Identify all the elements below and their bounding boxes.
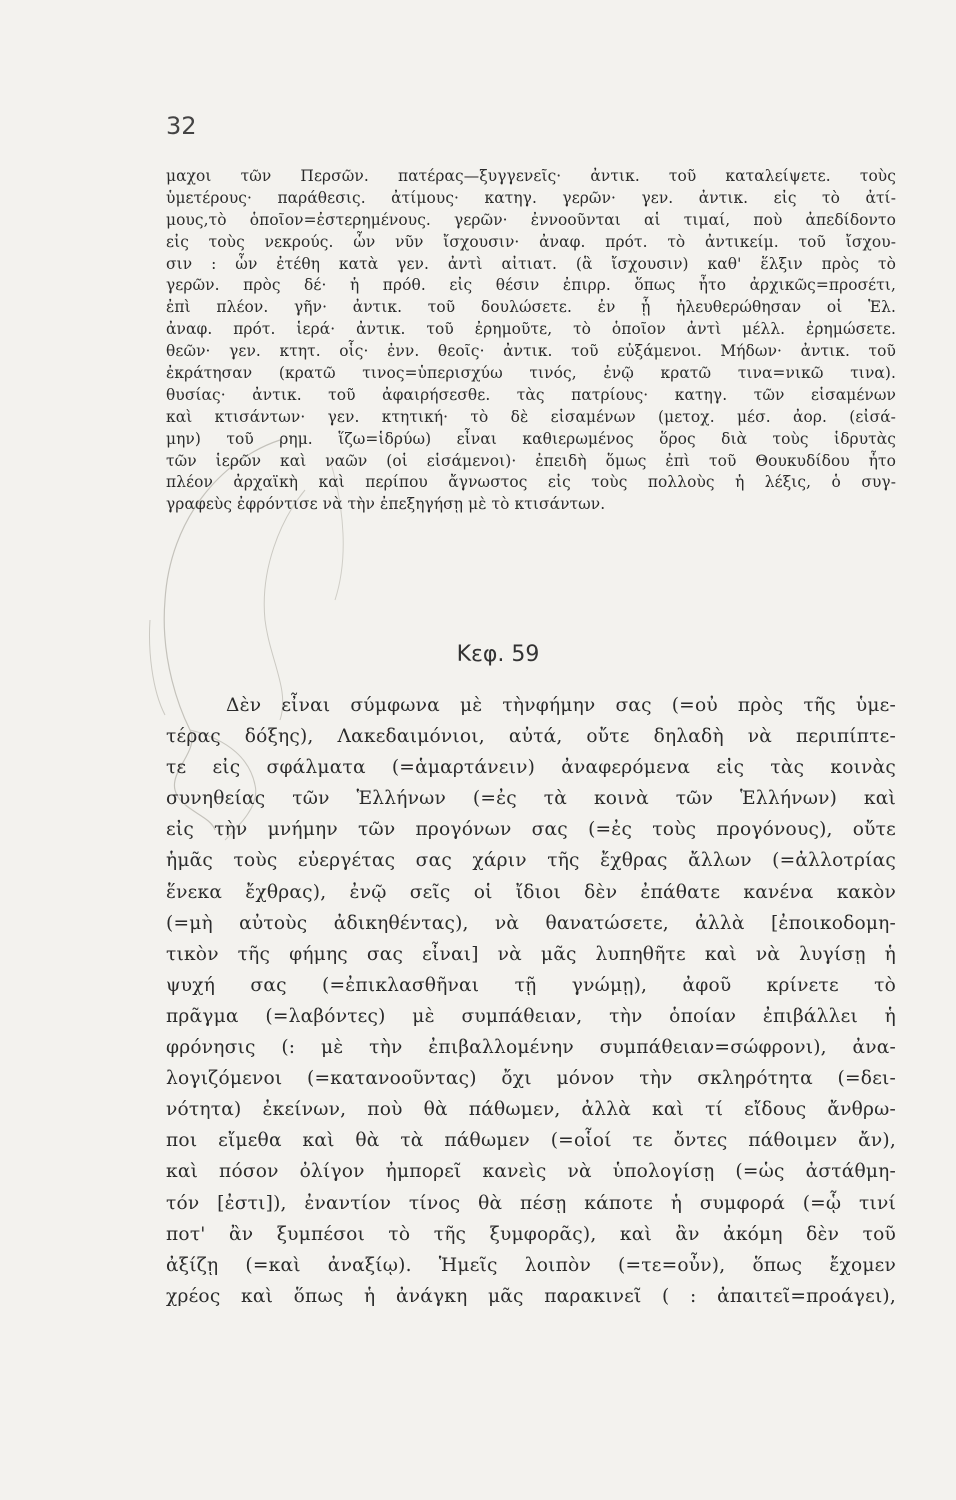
chapter-heading: Κεφ. 59 — [456, 642, 540, 667]
translation-line: ποι εἴμεθα καὶ θὰ τὰ πάθωμεν (=οἷοί τε ὄντες πάθοιμεν ἄν), — [166, 1130, 896, 1152]
translation-block — [166, 690, 896, 1312]
translation-line: καὶ πόσον ὀλίγον ἠμπορεῖ κανεὶς νὰ ὑπολογίσῃ (=ὡς ἀστάθμη- — [166, 1161, 896, 1183]
translation-line: (=μὴ αὐτοὺς ἀδικηθέντας), νὰ θανατώσετε, ἀλλὰ [ἐποικοδομη- — [166, 912, 896, 934]
commentary-line: ὑμετέρους· παράθεσις. ἀτίμους· κατηγ. γερῶν· γεν. ἀντικ. εἰς τὸ ἀτί- — [166, 188, 896, 207]
commentary-line: γερῶν. πρὸς δέ· ἡ πρόθ. εἰς θέσιν ἐπιρρ. ὅπως ἦτο ἀρχικῶς=προσέτι, — [166, 276, 896, 295]
translation-line: τε εἰς σφάλματα (=ἁμαρτάνειν) ἀναφερόμενα εἰς τὰς κοινὰς — [166, 757, 896, 779]
translation-line: ἕνεκα ἔχθρας), ἐνῷ σεῖς οἱ ἴδιοι δὲν ἐπάθατε κανένα κακὸν — [166, 881, 896, 903]
translation-line: τέρας δόξης), Λακεδαιμόνιοι, αὐτά, οὔτε δηλαδὴ νὰ περιπίπτε- — [166, 726, 896, 748]
translation-line: Δὲν εἶναι σύμφωνα μὲ τὴνφήμην σας (=οὐ πρὸς τῆς ὑμε- — [226, 695, 896, 716]
translation-line: συνηθείας τῶν Ἑλλήνων (=ἐς τὰ κοινὰ τῶν Ἑλλήνων) καὶ — [166, 788, 896, 810]
commentary-line: ἐκράτησαν (κρατῶ τινος=ὑπερισχύω τινός, ἐνῷ κρατῶ τινα=νικῶ τινα). — [166, 364, 896, 383]
translation-line: ποτ' ἂν ξυμπέσοι τὸ τῆς ξυμφορᾶς), καὶ ἂν ἀκόμη δὲν τοῦ — [166, 1223, 896, 1245]
commentary-line: μαχοι τῶν Περσῶν. πατέρας—ξυγγενεῖς· ἀντικ. τοῦ καταλείψετε. τοὺς — [166, 167, 896, 185]
translation-line: τικὸν τῆς φήμης σας εἶναι] νὰ μᾶς λυπηθῆτε καὶ νὰ λυγίσῃ ἡ — [166, 943, 896, 965]
commentary-line: τῶν ἱερῶν καὶ ναῶν (οἱ εἱσάμενοι)· ἐπειδὴ ὅμως ἐπὶ τοῦ Θουκυδίδου ἦτο — [166, 451, 896, 470]
commentary-line: καὶ κτισάντων· γεν. κτητική· τὸ δὲ εἱσαμένων (μετοχ. μέσ. ἀορ. (εἰσά- — [166, 407, 896, 426]
translation-line: ἡμᾶς τοὺς εὐεργέτας σας χάριν τῆς ἔχθρας ἄλλων (=ἀλλοτρίας — [166, 850, 896, 872]
commentary-line: θυσίας· ἀντικ. τοῦ ἀφαιρήσεσθε. τὰς πατρίους· κατηγ. τῶν εἱσαμένων — [166, 385, 896, 404]
commentary-line: γραφεὺς ἐφρόντισε νὰ τὴν ἐπεξηγήσῃ μὲ τὸ κτισάντων. — [166, 495, 606, 514]
translation-line: ψυχή σας (=ἐπικλασθῆναι τῇ γνώμῃ), ἀφοῦ κρίνετε τὸ — [166, 974, 896, 996]
translation-line: λογιζόμενοι (=κατανοοῦντας) ὄχι μόνον τὴν σκληρότητα (=δει- — [166, 1068, 896, 1090]
commentary-line: πλέον ἀρχαϊκὴ καὶ περίπου ἄγνωστος εἰς τοὺς πολλοὺς ἡ λέξις, ὁ συγ- — [166, 473, 896, 492]
commentary-block — [166, 166, 896, 516]
translation-line: χρέος καὶ ὅπως ἡ ἀνάγκη μᾶς παρακινεῖ ( : ἀπαιτεῖ=προάγει), — [166, 1285, 896, 1307]
commentary-line: θεῶν· γεν. κτητ. οἷς· ἐνν. θεοῖς· ἀντικ. τοῦ εὐξάμενοι. Μήδων· ἀντικ. τοῦ — [166, 342, 896, 361]
commentary-line: σιν : ὧν ἐτέθη κατὰ γεν. ἀντὶ αἰτιατ. (ἃ ἴσχουσιν) καθ' ἕλξιν πρὸς τὸ — [166, 254, 896, 273]
page-number: 32 — [166, 112, 197, 140]
commentary-line: εἰς τοὺς νεκρούς. ὧν νῦν ἴσχουσιν· ἀναφ. πρότ. τὸ ἀντικείμ. τοῦ ἴσχου- — [166, 232, 896, 251]
translation-line: ἀξίζῃ (=καὶ ἀναξίῳ). Ἡμεῖς λοιπὸν (=τε=οὖν), ὅπως ἔχομεν — [166, 1254, 896, 1276]
commentary-line: ἀναφ. πρότ. ἱερά· ἀντικ. τοῦ ἐρημοῦτε, τὸ ὁποῖον ἀντὶ μέλλ. ἐρημώσετε. — [166, 320, 896, 339]
translation-line: νότητα) ἐκείνων, ποὺ θὰ πάθωμεν, ἀλλὰ καὶ τί εἴδους ἄνθρω- — [166, 1099, 896, 1121]
commentary-line: ἐπὶ πλέον. γῆν· ἀντικ. τοῦ δουλώσετε. ἐν ᾗ ἠλευθερώθησαν οἱ Ἑλ. — [166, 298, 896, 317]
translation-line: εἰς τὴν μνήμην τῶν προγόνων σας (=ἐς τοὺς προγόνους), οὔτε — [166, 819, 896, 841]
translation-line: φρόνησις (: μὲ τὴν ἐπιβαλλομένην συμπάθειαν=σώφρονι), ἀνα- — [166, 1037, 896, 1059]
commentary-line: μην) τοῦ ρημ. ἵζω=ἱδρύω) εἶναι καθιερωμένος ὅρος διὰ τοὺς ἱδρυτὰς — [166, 429, 896, 448]
translation-line: πρᾶγμα (=λαβόντες) μὲ συμπάθειαν, τὴν ὁποίαν ἐπιβάλλει ἡ — [166, 1005, 896, 1027]
commentary-line: μους,τὸ ὁποῖον=ἐστερημένους. γερῶν· ἐννοοῦνται αἱ τιμαί, ποὺ ἀπεδίδοντο — [166, 210, 896, 229]
translation-line: τόν [ἐστι]), ἐναντίον τίνος θὰ πέσῃ κάποτε ἡ συμφορά (=ᾧ τινί — [166, 1192, 896, 1214]
